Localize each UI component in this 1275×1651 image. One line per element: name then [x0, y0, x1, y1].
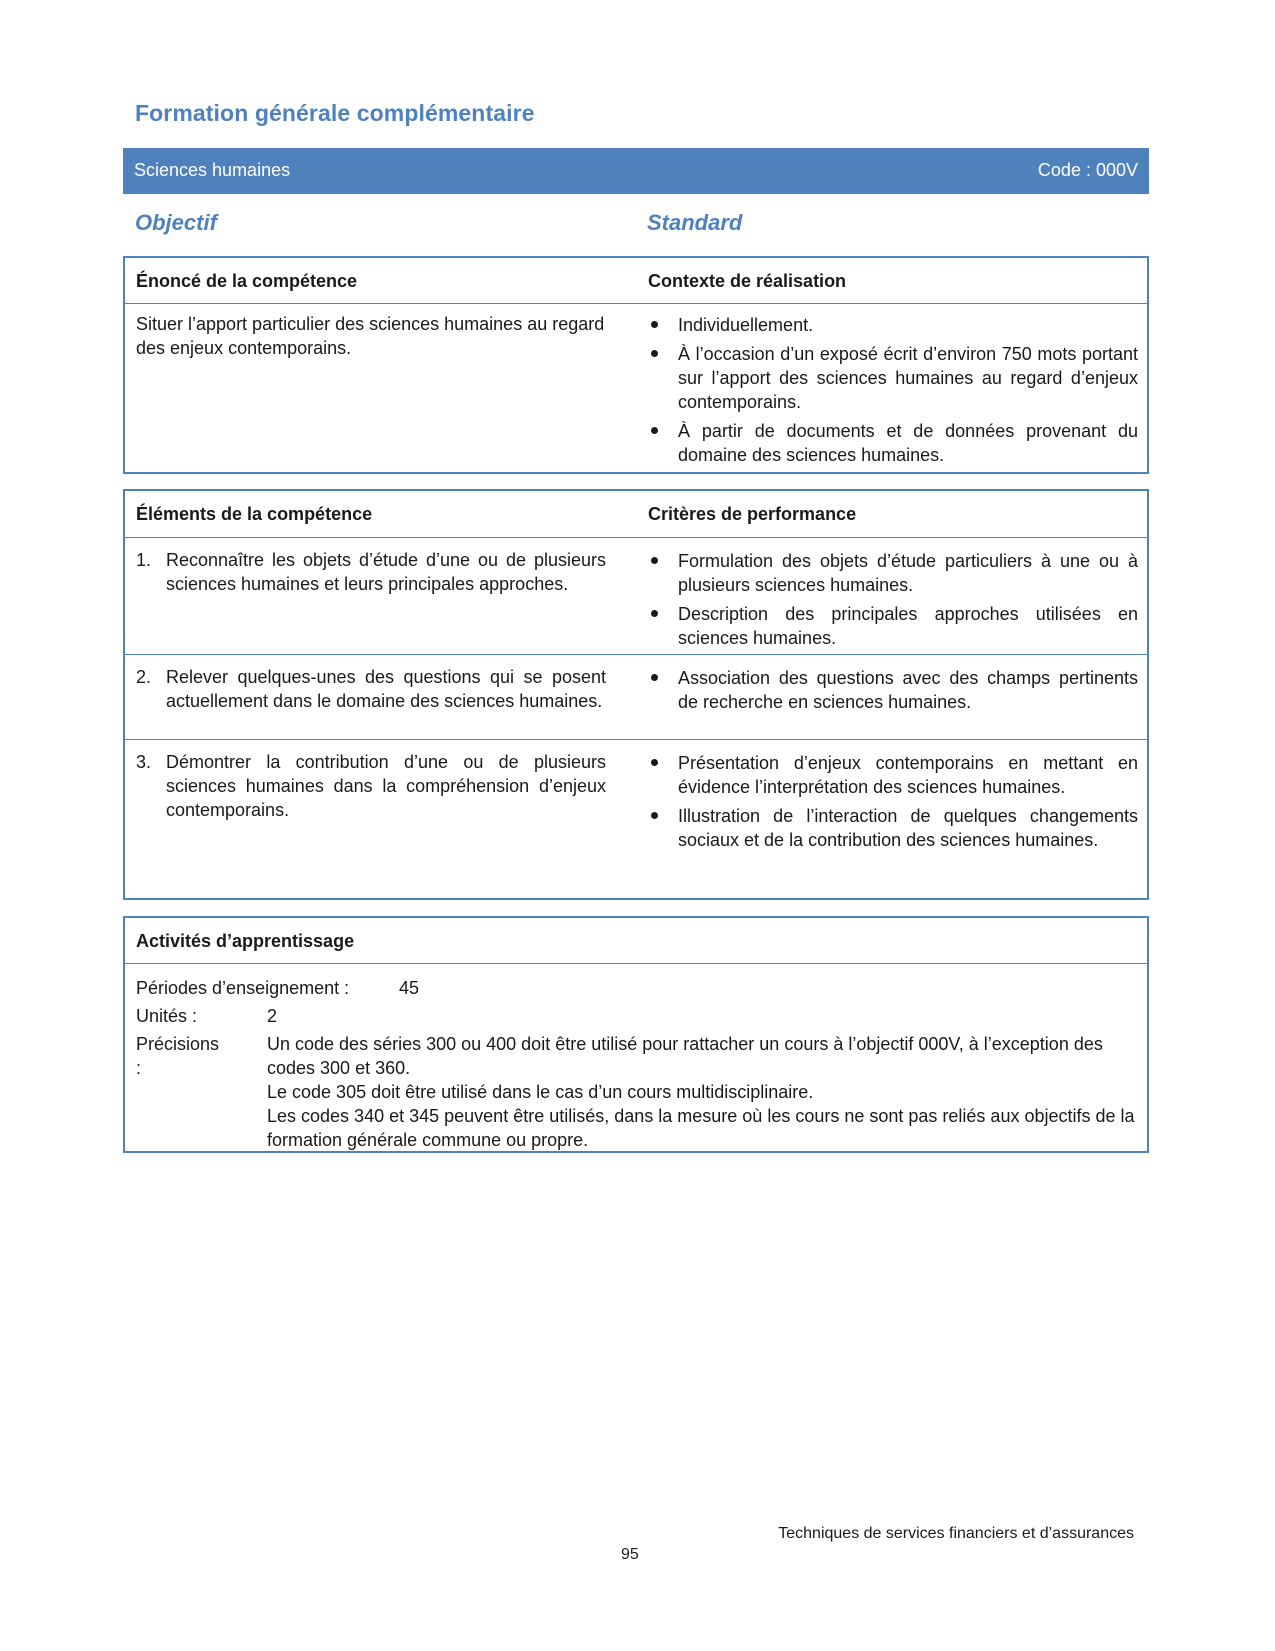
bullet-icon	[651, 557, 658, 564]
bullet-icon	[651, 674, 658, 681]
criteria-item: Formulation des objets d’étude particuliers à une ou à plusieurs sciences humaines.	[648, 549, 1138, 597]
bullet-icon	[651, 350, 658, 357]
criteria-list	[648, 549, 1138, 655]
precision-paragraph: Les codes 340 et 345 peuvent être utilisés, dans la mesure où les cours ne sont pas reliés aux objectifs de la formation générale commune ou propre.	[267, 1106, 1135, 1150]
units-value: 2	[267, 1006, 278, 1026]
elements-header-row	[125, 491, 1147, 537]
element-description: Démontrer la contribution d’une ou de plusieurs sciences humaines dans la compréhension d’enjeux contemporains.	[166, 752, 606, 820]
bullet-icon	[651, 759, 658, 766]
footer-program-title: Techniques de services financiers et d’assurances	[778, 1525, 1134, 1542]
criteria-item: Association des questions avec des champs pertinents de recherche en sciences humaines.	[648, 666, 1138, 714]
competence-header-row	[125, 258, 1147, 304]
context-item: Individuellement.	[648, 313, 1138, 337]
precisions-body	[267, 1032, 1141, 1152]
competence-box	[123, 256, 1149, 474]
element-description: Reconnaître les objets d’étude d’une ou de plusieurs sciences humaines et leurs principales approches.	[166, 550, 606, 594]
element-text	[136, 665, 606, 713]
subject-name: Sciences humaines	[134, 160, 291, 180]
subject-code: Code : 000V	[1037, 160, 1138, 180]
element-number: 1.	[136, 550, 152, 570]
element-number: 3.	[136, 752, 152, 772]
criteria-item: Présentation d’enjeux contemporains en mettant en évidence l’interprétation des sciences humaines.	[648, 751, 1138, 799]
criteria-item: Description des principales approches utilisées en sciences humaines.	[648, 602, 1138, 650]
element-row	[125, 537, 1147, 654]
context-heading: Contexte de réalisation	[648, 271, 847, 291]
subject-header-bar	[123, 148, 1149, 194]
activities-box	[123, 916, 1149, 1153]
competence-statement-heading: Énoncé de la compétence	[136, 271, 358, 291]
competence-statement: Situer l’apport particulier des sciences humaines au regard des enjeux contemporains.	[136, 314, 605, 358]
element-row	[125, 654, 1147, 739]
page-title: Formation générale complémentaire	[135, 100, 535, 126]
criteria-item: Illustration de l’interaction de quelques changements sociaux et de la contribution des sciences humaines.	[648, 804, 1138, 852]
objectif-label: Objectif	[135, 210, 217, 235]
element-text	[136, 548, 606, 596]
elements-box	[123, 489, 1149, 900]
context-item: À partir de documents et de données provenant du domaine des sciences humaines.	[648, 419, 1138, 467]
activities-header-row	[125, 918, 1147, 964]
page-number: 95	[621, 1546, 639, 1563]
element-number: 2.	[136, 667, 152, 687]
context-item: À l’occasion d’un exposé écrit d’environ 750 mots portant sur l’apport des sciences humaines au regard d’enjeux contemporains.	[648, 342, 1138, 414]
standard-label: Standard	[647, 210, 743, 235]
precisions-label: Précisions :	[136, 1034, 220, 1078]
periods-value: 45	[399, 978, 420, 998]
precision-paragraph: Le code 305 doit être utilisé dans le cas d’un cours multidisciplinaire.	[267, 1082, 814, 1102]
criteria-list	[648, 751, 1138, 857]
bullet-icon	[651, 812, 658, 819]
element-text	[136, 750, 606, 822]
element-description: Relever quelques-unes des questions qui se posent actuellement dans le domaine des sciences humaines.	[166, 667, 606, 711]
bullet-icon	[651, 321, 658, 328]
bullet-icon	[651, 427, 658, 434]
criteria-list	[648, 666, 1138, 719]
criteria-heading: Critères de performance	[648, 504, 857, 524]
context-list	[648, 313, 1138, 472]
bullet-icon	[651, 610, 658, 617]
activities-heading: Activités d’apprentissage	[136, 931, 355, 951]
periods-label: Périodes d’enseignement :	[136, 978, 350, 998]
units-label: Unités :	[136, 1006, 198, 1026]
elements-heading: Éléments de la compétence	[136, 504, 373, 524]
precision-paragraph: Un code des séries 300 ou 400 doit être utilisé pour rattacher un cours à l’objectif 000V, à l’exception des codes 300 et 360.	[267, 1034, 1103, 1078]
element-row	[125, 739, 1147, 897]
